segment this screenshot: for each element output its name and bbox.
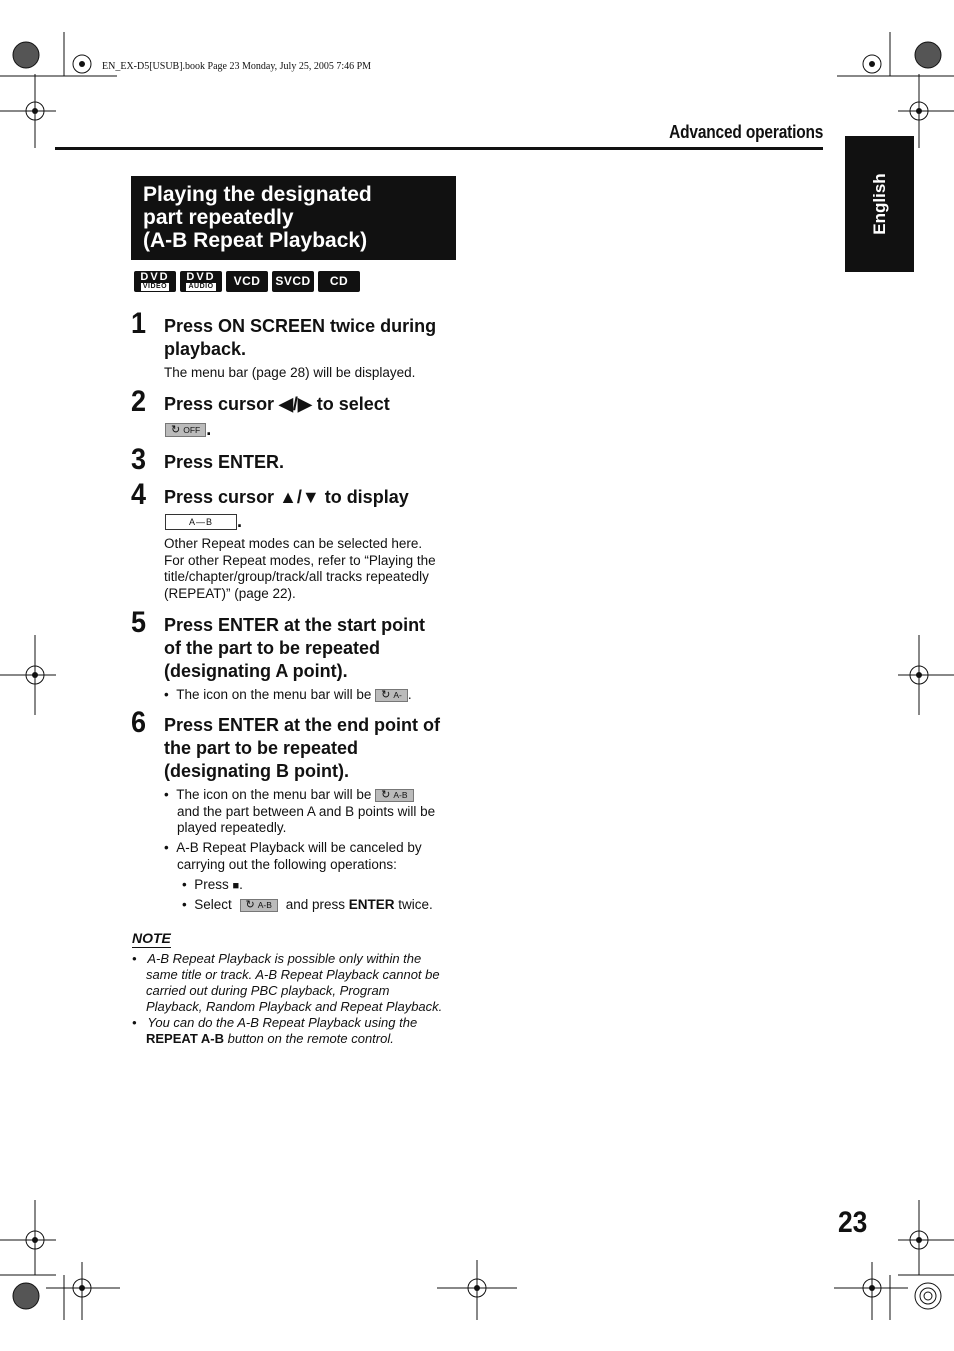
step-1-body: The menu bar (page 28) will be displayed. (164, 365, 416, 380)
step-5-number: 5 (131, 606, 147, 639)
page-number: 23 (838, 1206, 868, 1239)
dvd-audio-icon: DVD AUDIO (180, 271, 222, 292)
title-line-3: (A-B Repeat Playback) (143, 229, 368, 252)
title-line-1: Playing the designated (143, 183, 372, 206)
note-heading: NOTE (132, 930, 171, 946)
step-6-bullet-2: • A-B Repeat Playback will be canceled by carrying out the following operations: (164, 840, 422, 872)
repeat-icon: ↻ (245, 899, 255, 912)
step-1-text (164, 315, 436, 361)
repeat-ab-chip: ↻ A-B (375, 789, 413, 802)
step-2-chip-row: ↻ OFF . (165, 419, 211, 440)
step-3-number: 3 (131, 443, 147, 476)
step-1-line-1: Press ON SCREEN twice during (164, 316, 437, 336)
step-4-body: Other Repeat modes can be selected here. For other Repeat modes, refer to “Playing the title/chapter/group/track/all tracks repeatedly (REPEAT)” (page 22). (164, 536, 436, 601)
stop-icon: ■ (232, 880, 240, 892)
header-rule (55, 147, 823, 150)
dvd-video-icon: DVD VIDEO (134, 271, 176, 292)
step-5-bullet: • The icon on the menu bar will be ↻ A- . (164, 687, 412, 702)
disc-type-icons (134, 271, 360, 292)
repeat-icon: ↻ (381, 689, 391, 702)
step-5-text: Press ENTER at the start point of the part to be repeated (designating A point). (164, 615, 426, 681)
repeat-off-chip: ↻ OFF (165, 423, 206, 437)
repeat-a-chip: ↻ A- (375, 689, 408, 702)
step-4-box-row: A—B . (165, 511, 242, 532)
step-6-sub-1: • Press ■. (182, 877, 243, 892)
cd-icon: CD (318, 271, 360, 292)
repeat-ab-chip: ↻ A-B (240, 899, 278, 912)
step-2-number: 2 (131, 385, 147, 418)
repeat-icon: ↻ (171, 424, 181, 437)
step-4-number: 4 (131, 478, 147, 511)
language-tab-label: English (869, 173, 889, 235)
step-3-text: Press ENTER. (164, 452, 285, 472)
step-6-bullet-1: • The icon on the menu bar will be ↻ A-B and the part between A and B points will be played repeatedly. (164, 787, 436, 835)
title-line-2: part repeatedly (143, 206, 294, 229)
repeat-icon: ↻ (381, 789, 391, 802)
svcd-icon: SVCD (272, 271, 314, 292)
language-tab (845, 136, 914, 272)
step-6-sub-2: • Select ↻ A-B and press ENTER twice. (182, 897, 433, 912)
step-1-number: 1 (131, 307, 147, 340)
section-title (131, 176, 456, 260)
step-4-text: Press cursor ▲/▼ to display (164, 487, 409, 507)
step-2-text: Press cursor ◀/▶ to select (164, 394, 390, 414)
note-item-2: • You can do the A-B Repeat Playback using the REPEAT A-B button on the remote control. (132, 1015, 418, 1046)
ab-display-box: A—B (165, 514, 237, 530)
step-1-line-2: playback. (164, 339, 247, 359)
section-label: Advanced operations (668, 122, 823, 142)
file-header: EN_EX-D5[USUB].book Page 23 Monday, July 25, 2005 7:46 PM (102, 61, 372, 72)
vcd-icon: VCD (226, 271, 268, 292)
step-6-text: Press ENTER at the end point of the part to be repeated (designating B point). (164, 715, 441, 781)
step-6-number: 6 (131, 706, 147, 739)
note-item-1: • A-B Repeat Playback is possible only within the same title or track. A-B Repeat Playback cannot be carried out during PBC playback, Program Playback, Random Playback and Repeat Playback. (132, 951, 443, 1014)
